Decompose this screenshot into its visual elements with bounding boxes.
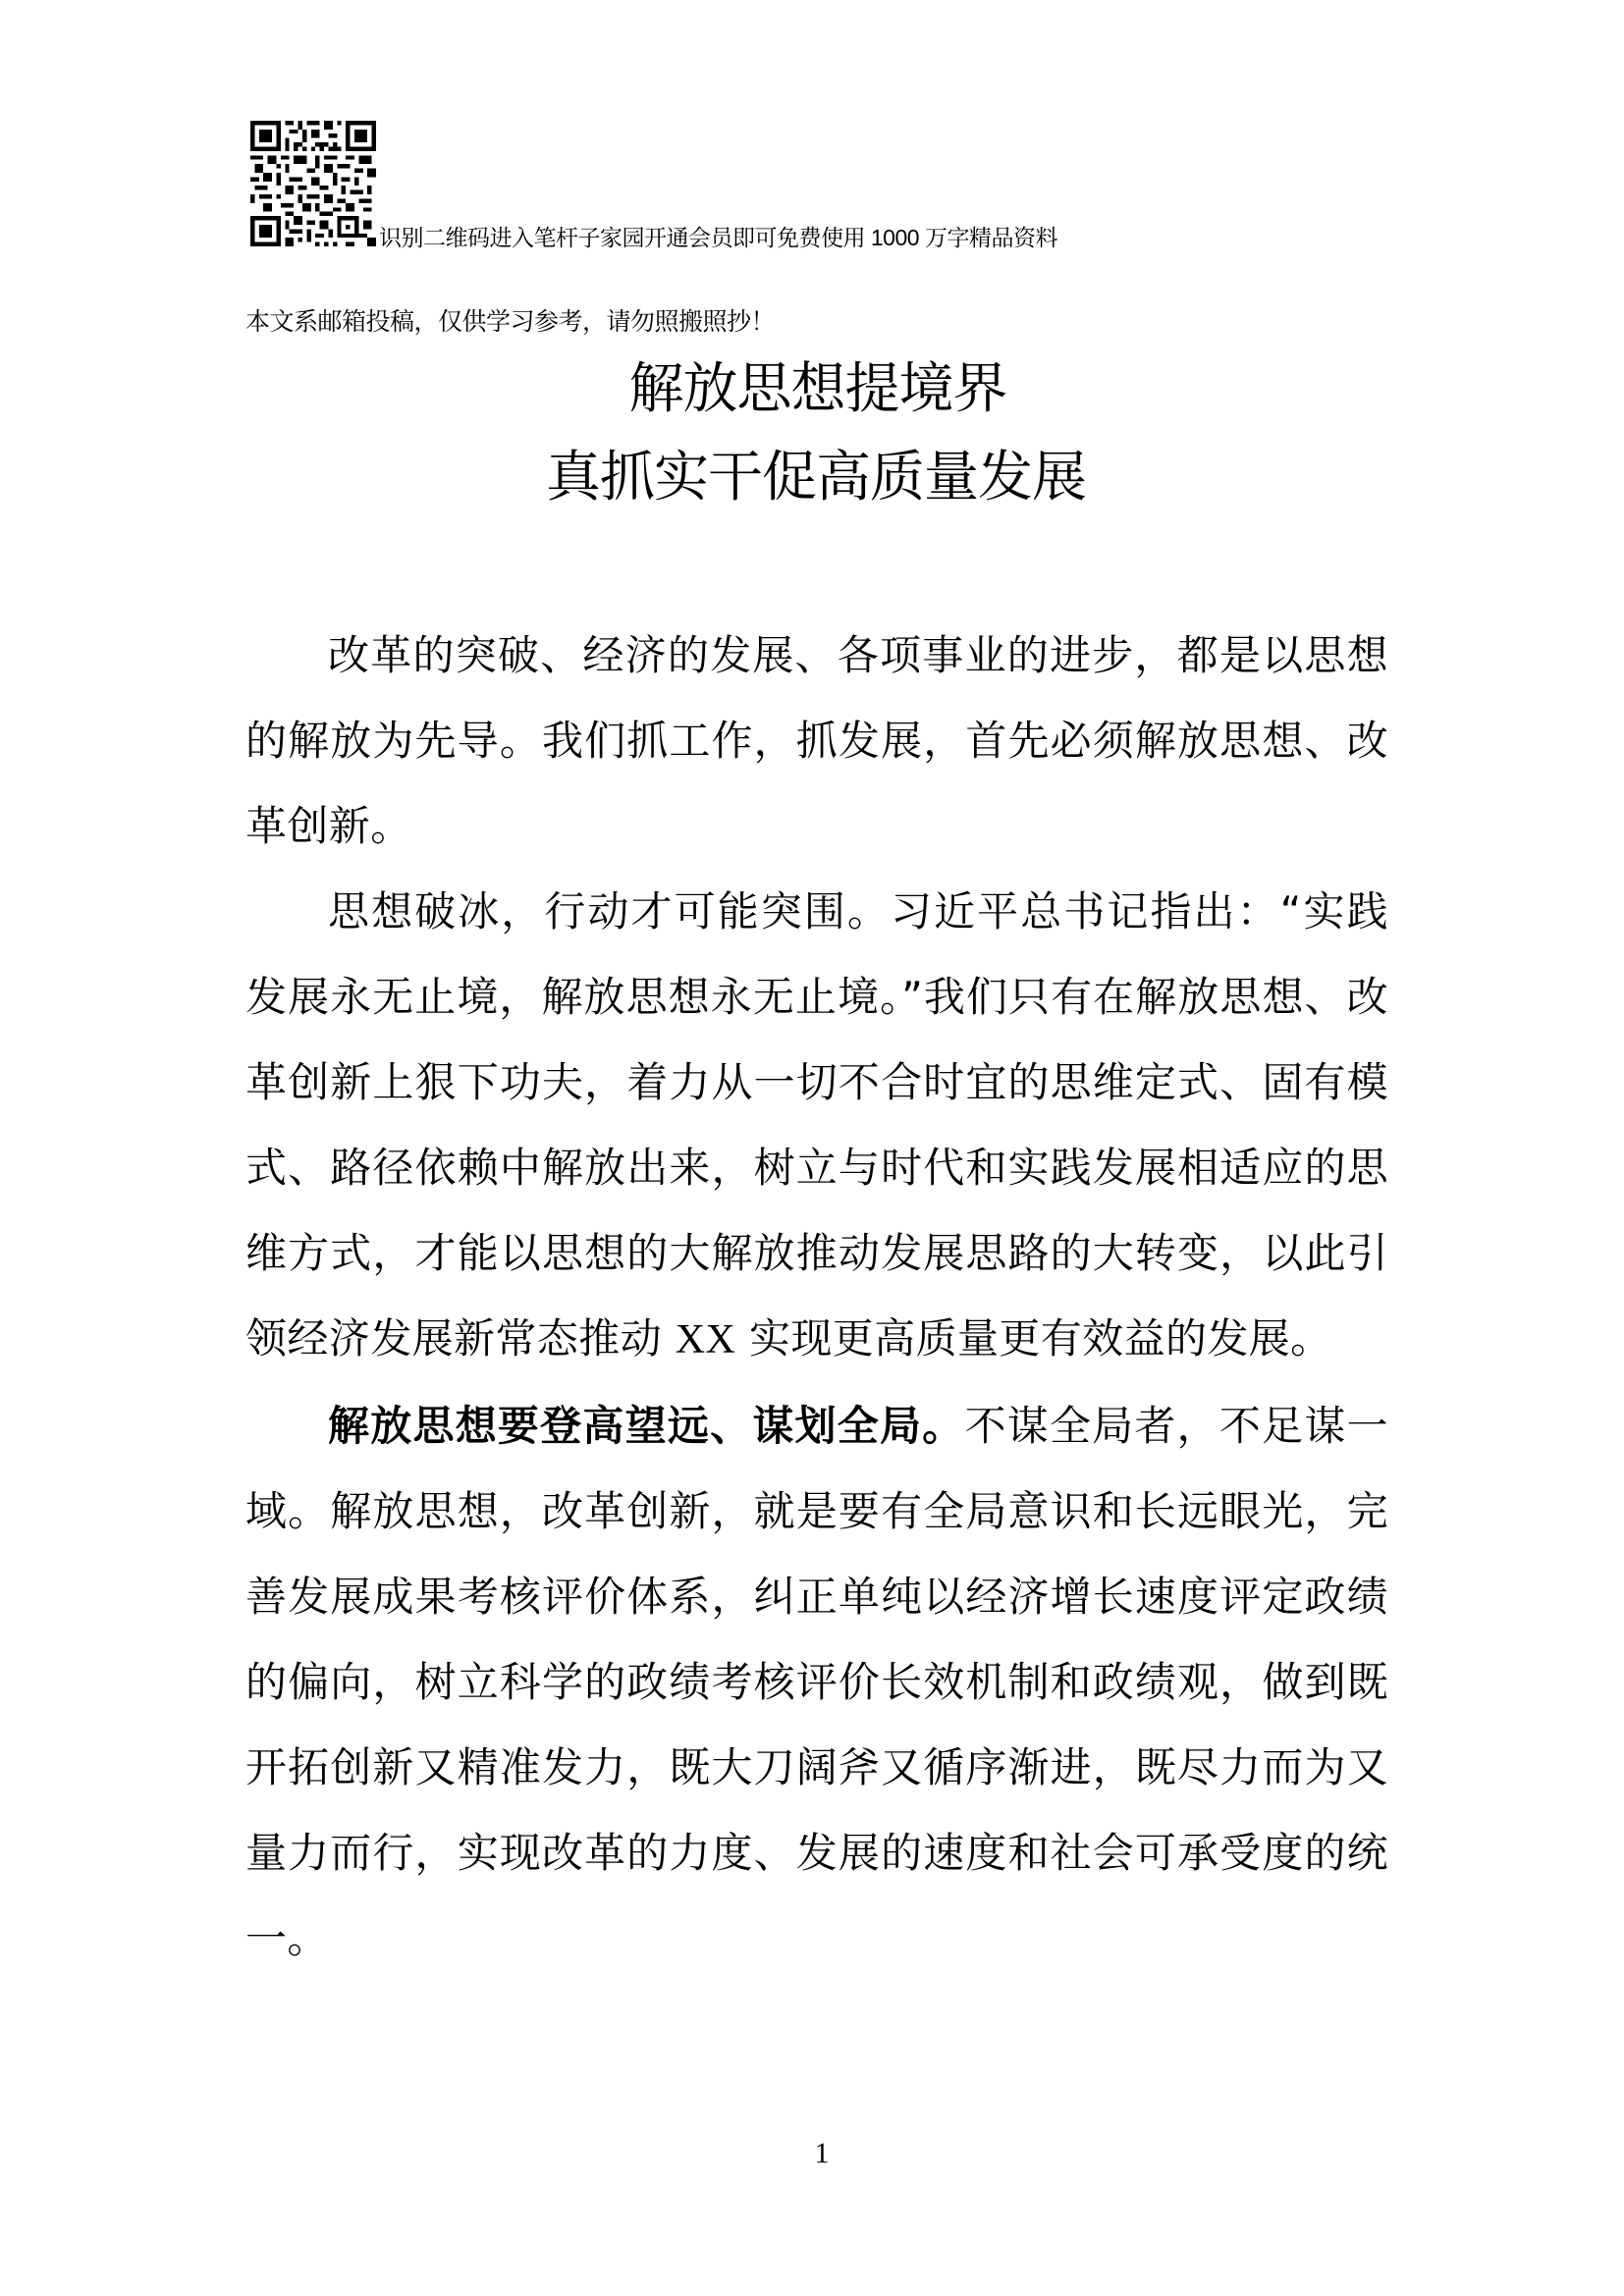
- paragraph-lead-heading: 解放思想要登高望远、谋划全局。: [328, 1402, 965, 1450]
- document-title-line-2: 真抓实干促高质量发展: [546, 446, 1086, 509]
- page-number: 1: [814, 2137, 830, 2169]
- paragraph-text-continued: 实现更高质量更有效益的发展。: [735, 1314, 1332, 1362]
- paragraph-text: 改革的突破、经济的发展、各项事业的进步，都是以思想的解放为先导。我们抓工作，抓发展，首先必须解放思想、改革创新。: [245, 631, 1388, 850]
- placeholder-region-name: XX: [675, 1317, 736, 1362]
- paragraph-3: [245, 1383, 1388, 1981]
- document-title-line-1: 解放思想提境界: [628, 357, 1007, 421]
- paragraph-text: 不谋全局者，不足谋一域。解放思想，改革创新，就是要有全局意识和长远眼光，完善发展成果考核评价体系，纠正单纯以经济增长速度评定政绩的偏向，树立科学的政绩考核评价长效机制和政绩观，做到既开拓创新又精准发力，既大刀阔斧又循序渐进，既尽力而为又量力而行，实现改革的力度、发展的速度和社会可承受度的统一。: [245, 1402, 1388, 1962]
- qr-caption: 识别二维码进入笔杆子家园开通会员即可免费使用 1000 万字精品资料: [379, 225, 1057, 250]
- document-body: [245, 613, 1388, 1981]
- qr-code-icon[interactable]: [250, 121, 376, 246]
- submission-notice: 本文系邮箱投稿，仅供学习参考，请勿照搬照抄！: [245, 307, 776, 336]
- paragraph-1: [245, 613, 1388, 869]
- paragraph-2: [245, 869, 1388, 1383]
- paragraph-text: 思想破冰，行动才可能突围。习近平总书记指出：“实践发展永无止境，解放思想永无止境。”我们只有在解放思想、改革创新上狠下功夫，着力从一切不合时宜的思维定式、固有模式、路径依赖中解放出来，树立与时代和实践发展相适应的思维方式，才能以思想的大解放推动发展思路的大转变，以此引领经济发展新常态推动: [245, 887, 1388, 1362]
